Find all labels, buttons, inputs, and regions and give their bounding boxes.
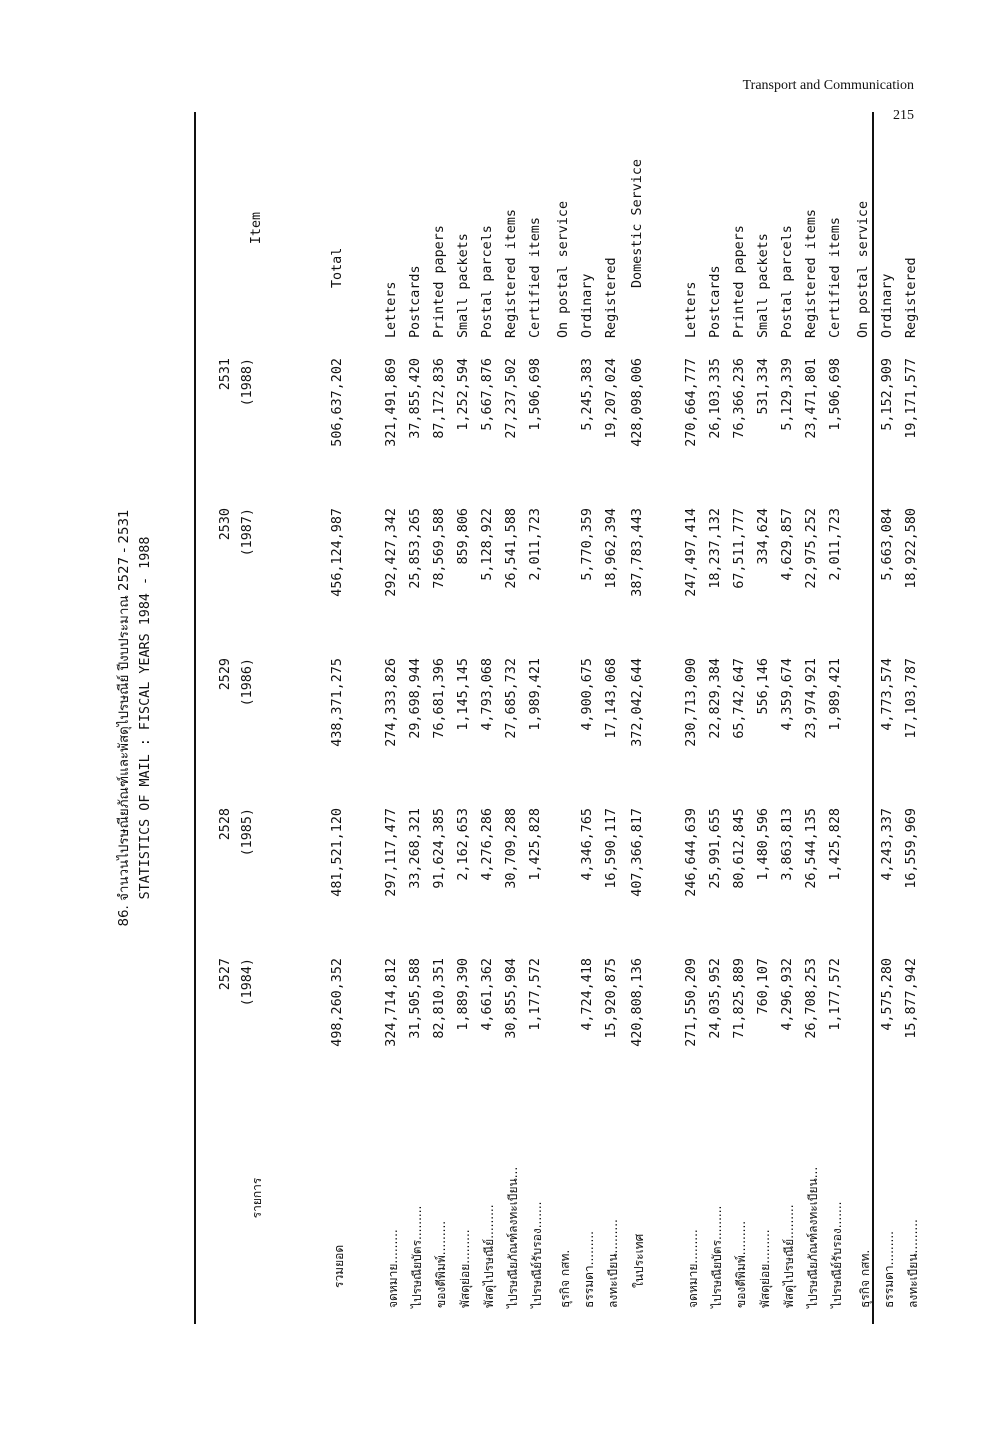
table-cell: 531,334 (756, 358, 771, 415)
row-label-thai: ธุรกิจ กสท. (858, 1249, 872, 1308)
table-title-english: STATISTICS OF MAIL : FISCAL YEARS 1984 - 1988 (138, 536, 153, 900)
table-cell: 760,107 (756, 958, 771, 1015)
table-cell: 2,011,723 (828, 508, 843, 581)
row-label-english: Ordinary (580, 273, 595, 338)
table-cell: 556,146 (756, 658, 771, 715)
table-cell: 18,237,132 (708, 508, 723, 589)
table-cell: 4,629,857 (780, 508, 795, 581)
table-cell: 80,612,845 (732, 808, 747, 889)
table-cell: 17,143,068 (604, 658, 619, 739)
row-label-thai: ของตีพิมพ์......... (434, 1220, 448, 1308)
table-cell: 4,793,068 (480, 658, 495, 731)
table-cell: 246,644,639 (684, 808, 699, 897)
table-cell: 4,296,932 (780, 958, 795, 1031)
table-cell: 5,667,876 (480, 358, 495, 431)
table-cell: 247,497,414 (684, 508, 699, 597)
item-header-thai: รายการ (250, 1177, 264, 1219)
table-cell: 26,103,335 (708, 358, 723, 439)
table-cell: 15,877,942 (904, 958, 919, 1039)
row-label-thai: ธรรมดา......... (582, 1231, 596, 1308)
table-cell: 25,991,655 (708, 808, 723, 889)
year-column-header (215, 358, 259, 488)
row-label-thai: ไปรษณียภัณฑ์ลงทะเบียน... (806, 1166, 820, 1308)
table-cell: 1,425,828 (828, 808, 843, 881)
year-english: (1987) (240, 508, 255, 557)
table-cell: 324,714,812 (384, 958, 399, 1047)
table-cell: 5,245,383 (580, 358, 595, 431)
row-label-english: Registered items (804, 209, 819, 338)
table-cell: 3,863,813 (780, 808, 795, 881)
table-cell: 5,663,084 (880, 508, 895, 581)
year-thai: 2529 (218, 658, 233, 691)
row-label-english: On postal service (556, 200, 571, 338)
year-english: (1984) (240, 958, 255, 1007)
table-cell: 334,624 (756, 508, 771, 565)
table-cell: 1,425,828 (528, 808, 543, 881)
row-label-english: On postal service (856, 200, 871, 338)
section-title: Transport and Communication (742, 78, 914, 93)
table-cell: 25,853,265 (408, 508, 423, 589)
year-english: (1986) (240, 658, 255, 707)
row-label-thai: พัสดุไปรษณีย์......... (482, 1204, 496, 1308)
table-cell: 270,664,777 (684, 358, 699, 447)
section-total-cell: 506,637,202 (330, 358, 345, 447)
row-label-english: Printed papers (732, 225, 747, 338)
top-rule (194, 112, 196, 1324)
table-cell: 4,359,674 (780, 658, 795, 731)
row-label-thai: ของตีพิมพ์......... (734, 1220, 748, 1308)
section-total-cell: 498,260,352 (330, 958, 345, 1047)
row-label-english: Certified items (528, 217, 543, 338)
table-cell: 19,207,024 (604, 358, 619, 439)
table-cell: 16,559,969 (904, 808, 919, 889)
section-total-cell: 428,098,006 (630, 358, 645, 447)
table-cell: 91,624,385 (432, 808, 447, 889)
table-cell: 271,550,209 (684, 958, 699, 1047)
table-cell: 5,152,909 (880, 358, 895, 431)
row-label-thai: ไปรษณียบัตร......... (710, 1205, 724, 1308)
table-cell: 859,806 (456, 508, 471, 565)
year-thai: 2530 (218, 508, 233, 541)
section-label-english: Domestic Service (630, 159, 645, 288)
table-cell: 18,922,580 (904, 508, 919, 589)
table-cell: 30,855,984 (504, 958, 519, 1039)
table-title-thai: 86. จำนวนไปรษณียภัณฑ์และพัสดุไปรษณีย์ ปีงบประมาณ 2527 - 2531 (117, 509, 132, 927)
row-label-english: Letters (384, 281, 399, 338)
section-total-cell: 438,371,275 (330, 658, 345, 747)
table-cell: 27,237,502 (504, 358, 519, 439)
section-total-cell: 407,366,817 (630, 808, 645, 897)
row-label-english: Printed papers (432, 225, 447, 338)
row-label-english: Postcards (408, 265, 423, 338)
table-cell: 16,590,117 (604, 808, 619, 889)
row-label-thai: จดหมาย......... (686, 1229, 700, 1308)
table-cell: 1,506,698 (528, 358, 543, 431)
row-label-english: Letters (684, 281, 699, 338)
table-cell: 22,829,384 (708, 658, 723, 739)
table-cell: 4,773,574 (880, 658, 895, 731)
row-label-thai: ธรรมดา......... (882, 1231, 896, 1308)
row-label-english: Postal parcels (480, 225, 495, 338)
table-cell: 1,506,698 (828, 358, 843, 431)
table-cell: 2,011,723 (528, 508, 543, 581)
table-cell: 4,575,280 (880, 958, 895, 1031)
year-column-header (215, 958, 259, 1088)
row-label-thai: ลงทะเบียน......... (606, 1219, 620, 1308)
table-cell: 5,128,922 (480, 508, 495, 581)
table-cell: 26,708,253 (804, 958, 819, 1039)
row-label-english: Registered (904, 257, 919, 338)
year-thai: 2531 (218, 358, 233, 391)
row-label-english: Small packets (756, 233, 771, 338)
table-cell: 78,569,588 (432, 508, 447, 589)
table-cell: 29,698,944 (408, 658, 423, 739)
table-cell: 4,243,337 (880, 808, 895, 881)
table-cell: 30,709,288 (504, 808, 519, 889)
table-cell: 5,129,339 (780, 358, 795, 431)
row-label-thai: ลงทะเบียน......... (906, 1219, 920, 1308)
table-cell: 1,889,390 (456, 958, 471, 1031)
row-label-thai: พัสดุย่อย......... (458, 1229, 472, 1308)
year-column-header (215, 808, 259, 938)
table-cell: 4,276,286 (480, 808, 495, 881)
row-label-thai: พัสดุย่อย......... (758, 1229, 772, 1308)
table-cell: 31,505,588 (408, 958, 423, 1039)
row-label-english: Small packets (456, 233, 471, 338)
row-label-english: Certified items (828, 217, 843, 338)
table-cell: 5,770,359 (580, 508, 595, 581)
row-label-thai: ไปรษณีย์รับรอง....... (830, 1201, 844, 1308)
year-column-header (215, 508, 259, 638)
row-label-thai: ไปรษณียภัณฑ์ลงทะเบียน... (506, 1166, 520, 1308)
table-cell: 27,685,732 (504, 658, 519, 739)
table-cell: 26,544,135 (804, 808, 819, 889)
table-cell: 1,989,421 (828, 658, 843, 731)
row-label-english: Registered items (504, 209, 519, 338)
year-thai: 2527 (218, 958, 233, 991)
row-label-thai: พัสดุไปรษณีย์......... (782, 1204, 796, 1308)
table-cell: 71,825,889 (732, 958, 747, 1039)
table-cell: 33,268,321 (408, 808, 423, 889)
table-cell: 4,900,675 (580, 658, 595, 731)
table-cell: 22,975,252 (804, 508, 819, 589)
row-label-thai: ไปรษณียบัตร......... (410, 1205, 424, 1308)
section-label-english: Total (330, 247, 345, 288)
table-cell: 297,117,477 (384, 808, 399, 897)
table-cell: 15,920,875 (604, 958, 619, 1039)
table-cell: 26,541,588 (504, 508, 519, 589)
row-label-thai: จดหมาย......... (386, 1229, 400, 1308)
table-cell: 23,974,921 (804, 658, 819, 739)
row-label-thai: ไปรษณีย์รับรอง....... (530, 1201, 544, 1308)
table-cell: 4,661,362 (480, 958, 495, 1031)
section-total-cell: 420,808,136 (630, 958, 645, 1047)
row-label-english: Ordinary (880, 273, 895, 338)
table-cell: 1,177,572 (528, 958, 543, 1031)
table-cell: 292,427,342 (384, 508, 399, 597)
section-total-cell: 372,042,644 (630, 658, 645, 747)
table-titles (114, 88, 156, 1348)
row-label-english: Postcards (708, 265, 723, 338)
table-cell: 17,103,787 (904, 658, 919, 739)
table-cell: 76,681,396 (432, 658, 447, 739)
table-cell: 1,145,145 (456, 658, 471, 731)
table-cell: 2,162,653 (456, 808, 471, 881)
table-cell: 19,171,577 (904, 358, 919, 439)
table-cell: 1,177,572 (828, 958, 843, 1031)
table-cell: 82,810,351 (432, 958, 447, 1039)
section-label-thai: ในประเทศ (632, 1233, 646, 1288)
table-cell: 24,035,952 (708, 958, 723, 1039)
year-column-header (215, 658, 259, 788)
table-cell: 23,471,801 (804, 358, 819, 439)
table-cell: 4,346,765 (580, 808, 595, 881)
row-label-english: Registered (604, 257, 619, 338)
page-number: 215 (893, 108, 914, 123)
item-header-english: Item (249, 211, 264, 245)
section-label-thai: รวมยอด (332, 1244, 346, 1288)
table-cell: 87,172,836 (432, 358, 447, 439)
section-total-cell: 456,124,987 (330, 508, 345, 597)
table-cell: 321,491,869 (384, 358, 399, 447)
section-total-cell: 481,521,120 (330, 808, 345, 897)
row-label-english: Postal parcels (780, 225, 795, 338)
section-total-cell: 387,783,443 (630, 508, 645, 597)
table-cell: 1,480,596 (756, 808, 771, 881)
year-thai: 2528 (218, 808, 233, 841)
year-english: (1988) (240, 358, 255, 407)
table-cell: 274,333,826 (384, 658, 399, 747)
table-cell: 1,252,594 (456, 358, 471, 431)
table-cell: 65,742,647 (732, 658, 747, 739)
table-cell: 18,962,394 (604, 508, 619, 589)
table-cell: 4,724,418 (580, 958, 595, 1031)
table-cell: 230,713,090 (684, 658, 699, 747)
year-english: (1985) (240, 808, 255, 857)
table-cell: 76,366,236 (732, 358, 747, 439)
table-cell: 1,989,421 (528, 658, 543, 731)
row-label-thai: ธุรกิจ กสท. (558, 1249, 572, 1308)
table-cell: 37,855,420 (408, 358, 423, 439)
table-cell: 67,511,777 (732, 508, 747, 589)
